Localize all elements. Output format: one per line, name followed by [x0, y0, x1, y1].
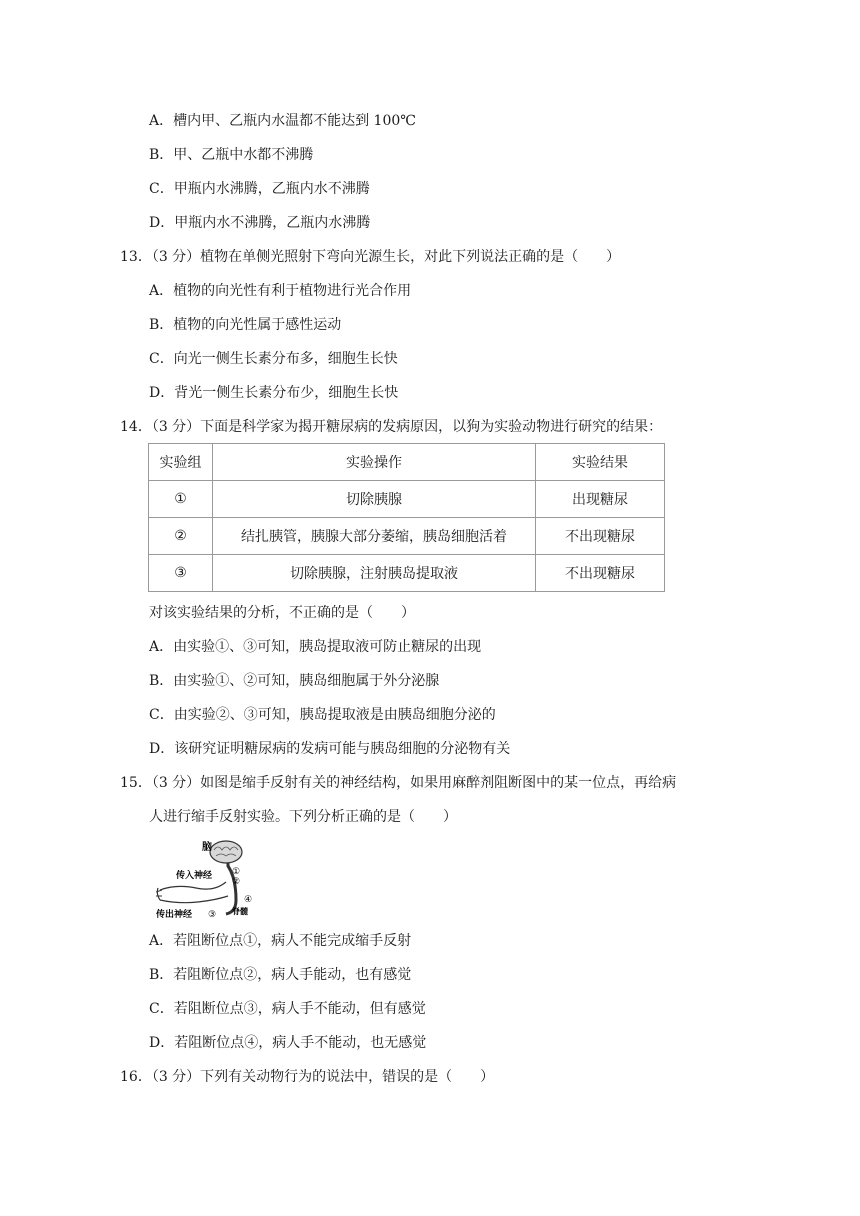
q13-option-a: A．植物的向光性有利于植物进行光合作用: [149, 283, 412, 299]
point-label: ③: [208, 910, 217, 920]
table-cell: 切除胰腺: [213, 481, 536, 518]
table-row: [149, 481, 665, 518]
table-header-cell: 实验组: [149, 444, 213, 481]
q12-option-c: C．甲瓶内水沸腾，乙瓶内水不沸腾: [149, 181, 370, 197]
q13-option-c: C．向光一侧生长素分布多，细胞生长快: [149, 351, 398, 367]
q15-option-a: A．若阻断位点①，病人不能完成缩手反射: [149, 933, 412, 949]
table-cell: ①: [149, 481, 213, 518]
spinal-label: 脊髓: [232, 906, 248, 916]
q14-stem: 14．（3 分）下面是科学家为揭开糖尿病的发病原因，以狗为实验动物进行研究的结果：: [120, 419, 663, 435]
q15-option-c: C．若阻断位点③，病人手不能动，但有感觉: [149, 1001, 426, 1017]
experiment-table: [148, 443, 665, 592]
table-cell: 结扎胰管，胰腺大部分萎缩，胰岛细胞活着: [213, 518, 536, 555]
q12-option-a: A．槽内甲、乙瓶内水温都不能达到 100℃: [149, 113, 416, 129]
reflex-arc-figure: [156, 838, 260, 920]
q14-option-a: A．由实验①、③可知，胰岛提取液可防止糖尿的出现: [149, 639, 482, 655]
q15-stem-line1: 15．（3 分）如图是缩手反射有关的神经结构，如果用麻醉剂阻断图中的某一位点，再给病: [120, 775, 677, 791]
table-cell: ②: [149, 518, 213, 555]
table-row: [149, 555, 665, 592]
q13-option-b: B．植物的向光性属于感性运动: [149, 317, 342, 333]
q14-option-b: B．由实验①、②可知，胰岛细胞属于外分泌腺: [149, 673, 440, 689]
table-header-cell: 实验操作: [213, 444, 536, 481]
q14-sub-stem: 对该实验结果的分析，不正确的是（ ）: [149, 605, 415, 621]
point-label: ①: [232, 867, 241, 877]
q12-option-b: B．甲、乙瓶中水都不沸腾: [149, 147, 314, 163]
afferent-nerve-line: [160, 882, 226, 890]
q15-stem-line2: 人进行缩手反射实验。下列分析正确的是（ ）: [149, 809, 457, 825]
q14-option-c: C．由实验②、③可知，胰岛提取液是由胰岛细胞分泌的: [149, 707, 496, 723]
table-cell: ③: [149, 555, 213, 592]
q14-option-d: D．该研究证明糖尿病的发病可能与胰岛细胞的分泌物有关: [149, 741, 511, 757]
table-cell: 切除胰腺，注射胰岛提取液: [213, 555, 536, 592]
point-label: ②: [232, 877, 241, 887]
table-header-cell: 实验结果: [536, 444, 665, 481]
table-row: [149, 518, 665, 555]
efferent-nerve-line: [160, 896, 228, 903]
brain-label: 脑: [202, 842, 212, 853]
table-cell: 不出现糖尿: [536, 518, 665, 555]
q13-option-d: D．背光一侧生长素分布少，细胞生长快: [149, 385, 399, 401]
q16-stem: 16．（3 分）下列有关动物行为的说法中，错误的是（ ）: [120, 1069, 495, 1085]
table-cell: 出现糖尿: [536, 481, 665, 518]
point-label: ④: [244, 895, 253, 905]
q13-stem: 13．（3 分）植物在单侧光照射下弯向光源生长，对此下列说法正确的是（ ）: [120, 249, 621, 265]
table-cell: 不出现糖尿: [536, 555, 665, 592]
q15-option-b: B．若阻断位点②，病人手能动，也有感觉: [149, 967, 412, 983]
hand-shape: [157, 888, 160, 900]
q12-option-d: D．甲瓶内水不沸腾，乙瓶内水沸腾: [149, 215, 371, 231]
afferent-label: 传入神经: [176, 871, 213, 881]
table-header-row: [149, 444, 665, 481]
q15-option-d: D．若阻断位点④，病人手不能动，也无感觉: [149, 1035, 427, 1051]
brain-shape: [210, 841, 242, 863]
efferent-label: 传出神经: [156, 910, 193, 920]
